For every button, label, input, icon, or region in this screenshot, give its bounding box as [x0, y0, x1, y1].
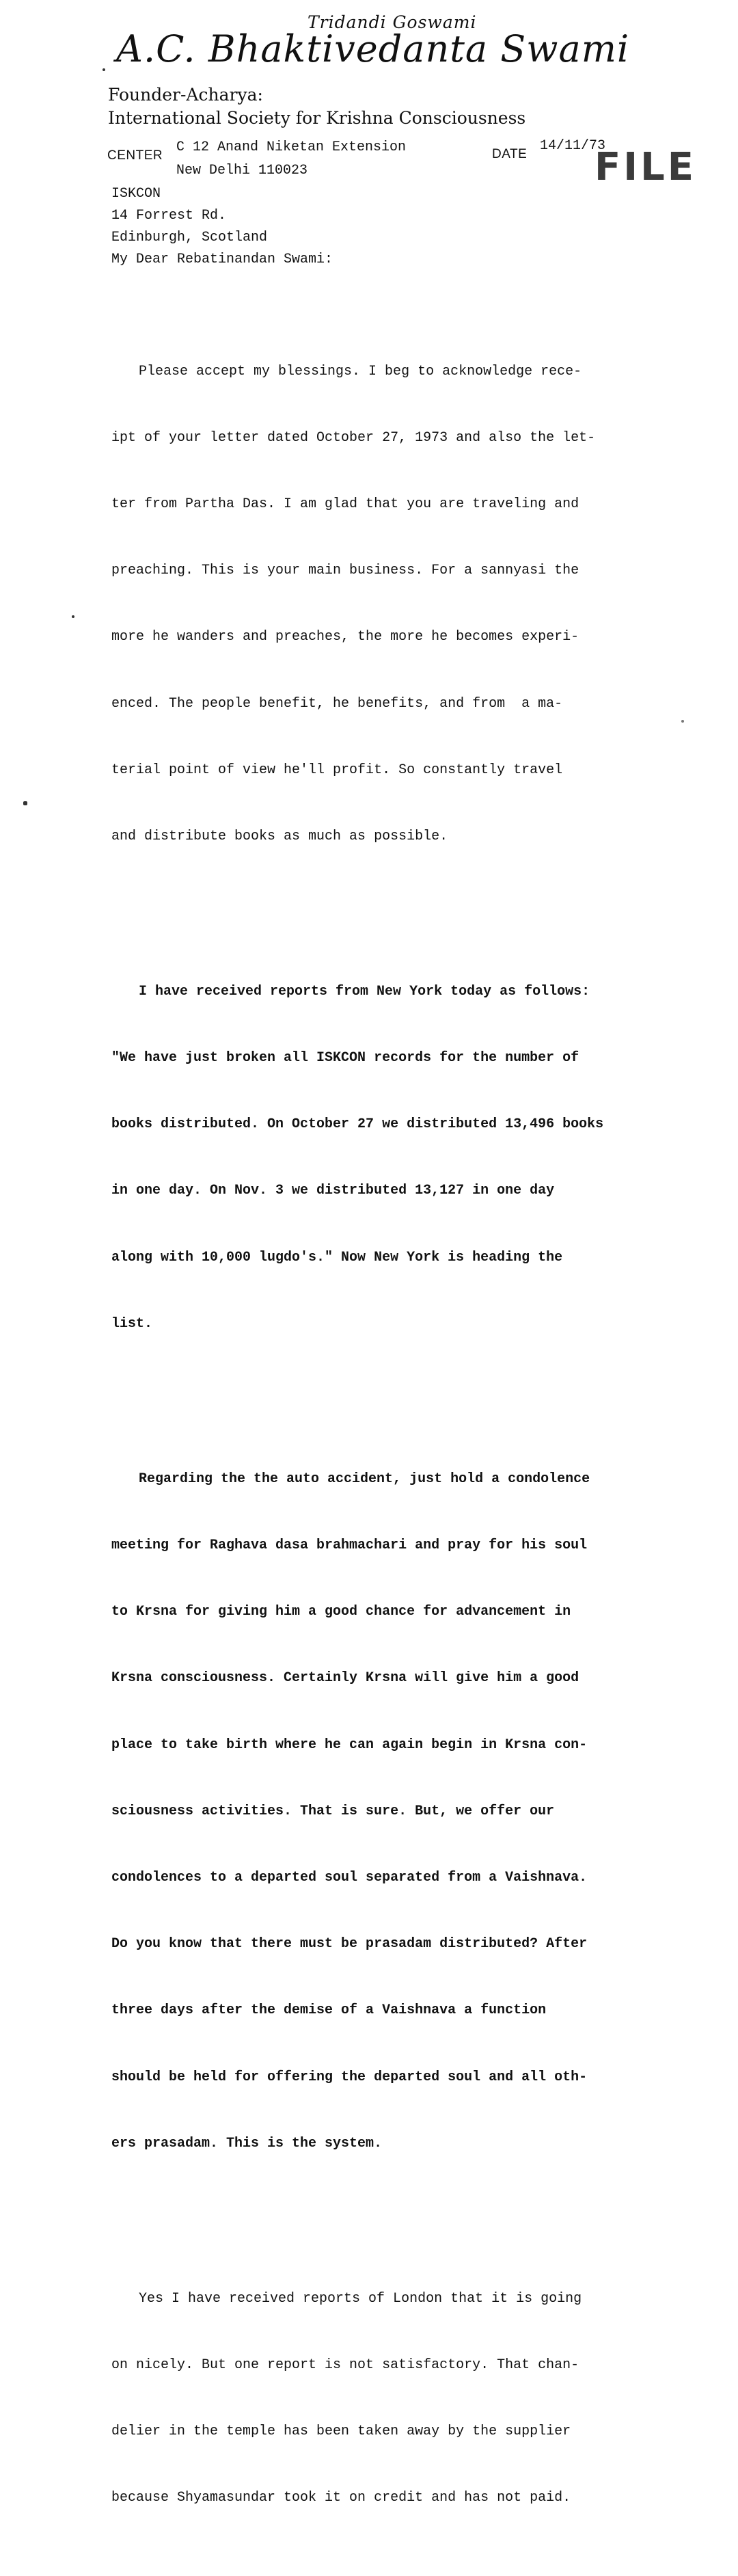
body-line: "We have just broken all ISKCON records for the number of — [111, 1050, 579, 1066]
body-line: along with 10,000 lugdo's." Now New York is heading the — [111, 1249, 563, 1265]
letterhead-title: Tridandi Goswami — [308, 12, 477, 32]
body-line: Yes I have received reports of London that it is going — [139, 2290, 582, 2307]
body-line: Please accept my blessings. I beg to acknowledge rece- — [139, 363, 582, 379]
letterhead-name: A.C. Bhaktivedanta Swami — [116, 27, 630, 70]
body-line: and distribute books as much as possible. — [111, 829, 448, 845]
body-line: ter from Partha Das. I am glad that you are traveling and — [111, 496, 579, 513]
paragraph-blessings — [111, 317, 644, 892]
body-line: list. — [111, 1315, 153, 1332]
body-line: enced. The people benefit, he benefits, and from a ma- — [111, 695, 563, 712]
paragraph-new-york-report — [111, 937, 644, 1380]
body-line: condolences to a departed soul separated from a Vaishnava. — [111, 1869, 588, 1886]
address-line2: 14 Forrest Rd. — [111, 208, 227, 224]
letterhead-founder-block — [108, 83, 525, 130]
body-line: should be held for offering the departed soul and all oth- — [111, 2069, 588, 2085]
address-line3: Edinburgh, Scotland — [111, 230, 268, 245]
body-line: preaching. This is your main business. For a sannyasi the — [111, 563, 579, 579]
body-line: Krsna consciousness. Certainly Krsna will give him a good — [111, 1670, 579, 1687]
salutation: My Dear Rebatinandan Swami: — [111, 252, 333, 267]
body-line: to Krsna for giving him a good chance for advancement in — [111, 1604, 571, 1620]
paragraph-london-report — [111, 2244, 644, 2554]
center-address-line2: New Delhi 110023 — [176, 163, 308, 178]
body-line: books distributed. On October 27 we distributed 13,496 books — [111, 1116, 604, 1133]
center-label: CENTER — [107, 148, 163, 163]
body-line: delier in the temple has been taken away by the supplier — [111, 2423, 571, 2439]
body-line: Do you know that there must be prasadam distributed? After — [111, 1936, 588, 1953]
body-line: three days after the demise of a Vaishnava a function — [111, 2002, 547, 2019]
body-line: Regarding the the auto accident, just hold a condolence — [139, 1471, 590, 1487]
scan-speck — [681, 720, 684, 723]
file-stamp: FILE — [594, 145, 697, 189]
paragraph-condolence — [111, 1424, 644, 2199]
body-line: in one day. On Nov. 3 we distributed 13,127 in one day — [111, 1183, 555, 1199]
date-label: DATE — [492, 147, 528, 161]
address-line1: ISKCON — [111, 186, 161, 202]
body-line: on nicely. But one report is not satisfactory. That chan- — [111, 2357, 579, 2373]
body-line: terial point of view he'll profit. So constantly travel — [111, 762, 563, 778]
body-line: ipt of your letter dated October 27, 1973 and also the let- — [111, 429, 596, 446]
body-line: I have received reports from New York today as follows: — [139, 983, 590, 999]
body-line: because Shyamasundar took it on credit and has not paid. — [111, 2490, 571, 2506]
letterhead-role: Founder-Acharya: — [108, 85, 263, 105]
letterhead-organization: International Society for Krishna Consciousness — [108, 108, 526, 128]
body-line: meeting for Raghava dasa brahmachari and pray for his soul — [111, 1537, 588, 1553]
body-line: place to take birth where he can again begin in Krsna con- — [111, 1736, 588, 1753]
body-line: more he wanders and preaches, the more he becomes experi- — [111, 629, 579, 645]
scan-speck — [72, 615, 74, 618]
scan-speck — [102, 68, 105, 71]
scan-speck — [23, 801, 27, 805]
center-address-line1: C 12 Anand Niketan Extension — [176, 139, 407, 155]
body-line: ers prasadam. This is the system. — [111, 2135, 383, 2151]
letter-body — [111, 272, 644, 2576]
date-value: 14/11/73 — [540, 138, 606, 154]
body-line: sciousness activities. That is sure. But, we offer our — [111, 1803, 555, 1819]
